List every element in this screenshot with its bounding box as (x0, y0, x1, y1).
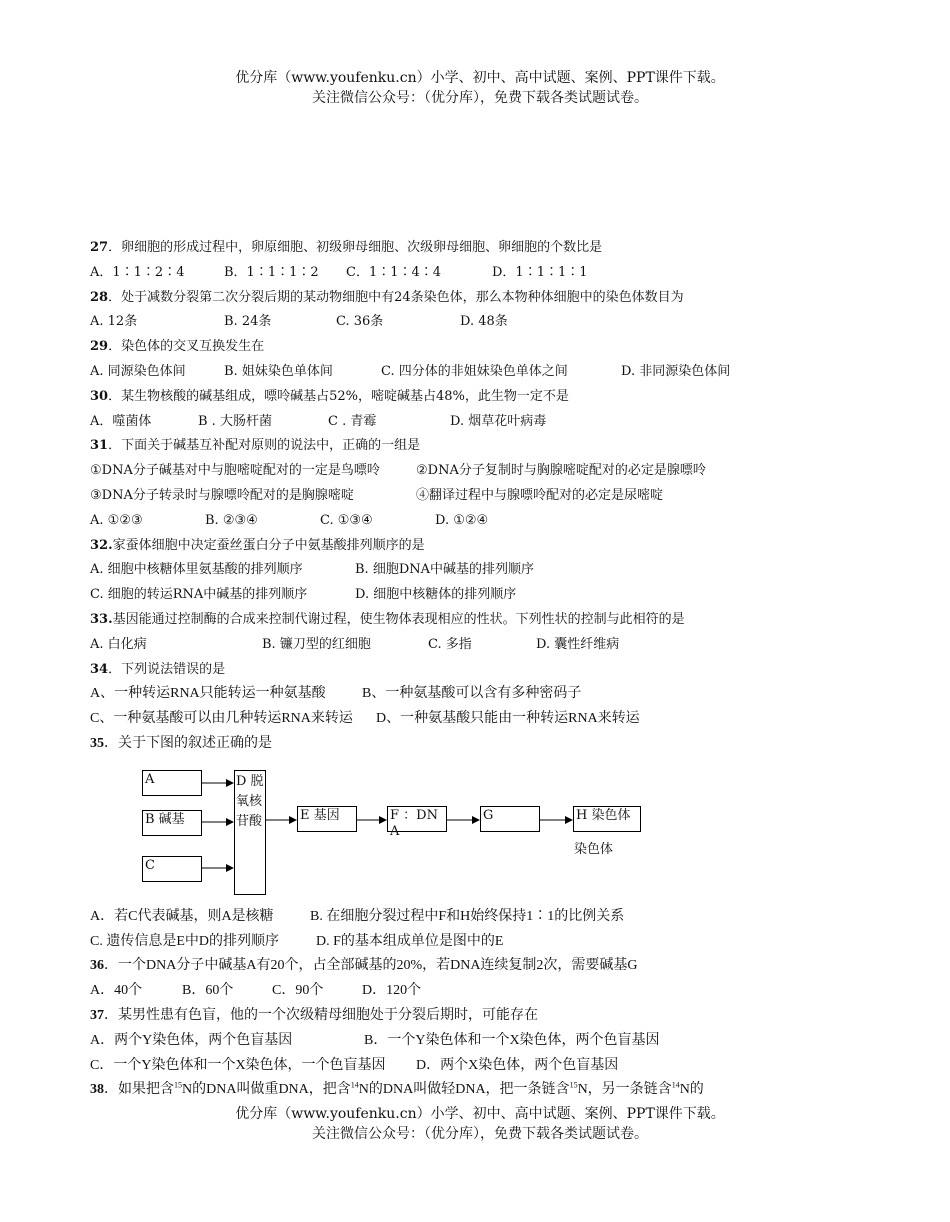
q28-option-d: D. 48条 (460, 314, 508, 330)
q35-diagram (140, 764, 660, 904)
q33-text: 基因能通过控制酶的合成来控制代谢过程，使生物体表现相应的性状。下列性状的控制与此相符的是 (112, 611, 685, 627)
q33-stem (90, 608, 810, 633)
q38-sup-1: 15 (174, 1080, 182, 1090)
q34-option-b: B、一种氨基酸可以含有多种密码子 (362, 686, 582, 702)
q38-text-1: ．如果把含 (104, 1082, 174, 1098)
q36-options (90, 979, 810, 1004)
box-b: B 碱基 (142, 810, 202, 836)
q37-text: ．某男性患有色盲，他的一个次级精母细胞处于分裂后期时，可能存在 (104, 1007, 538, 1023)
q30-option-c: C . 青霉 (328, 413, 377, 429)
q35-option-d: D. F的基本组成单位是图中的E (316, 933, 504, 949)
q38-sup-3: 15 (569, 1080, 578, 1090)
q34-option-d: D、一种氨基酸只能由一种转运RNA来转运 (376, 711, 640, 727)
q28-option-c: C. 36条 (336, 314, 384, 330)
q36-number: 36 (90, 958, 104, 974)
box-h: H 染色体 (573, 806, 641, 832)
q31-options (90, 509, 810, 534)
q31-statement-1: ①DNA分子碱基对中与胞嘧啶配对的一定是鸟嘌呤 (90, 463, 380, 479)
q34-stem (90, 658, 810, 683)
q32-number: 32. (90, 537, 113, 553)
q31-statement-3: ③DNA分子转录时与腺嘌呤配对的是胸腺嘧啶 (90, 487, 354, 503)
q31-stem (90, 434, 810, 459)
q37-option-a: A．两个Y染色体，两个色盲基因 (90, 1032, 293, 1048)
q31-statements-1 (90, 459, 810, 484)
page-footer (0, 1104, 950, 1144)
page-header (0, 68, 950, 108)
q31-number: 31 (90, 438, 109, 454)
q28-options (90, 310, 810, 335)
q33-option-b: B. 镰刀型的红细胞 (262, 636, 371, 652)
q27-text: ．卵细胞的形成过程中，卵原细胞、初级卵母细胞、次级卵母细胞、卵细胞的个数比是 (108, 240, 603, 255)
q33-option-d: D. 囊性纤维病 (536, 636, 620, 652)
q38-sup-2: 14 (350, 1080, 359, 1090)
q27-options (90, 261, 810, 286)
q33-option-a: A. 白化病 (90, 636, 147, 652)
q31-statements-2 (90, 484, 810, 509)
q30-stem (90, 385, 810, 410)
q31-option-c: C. ①③④ (320, 512, 373, 528)
q31-option-b: B. ②③④ (205, 512, 258, 528)
q32-option-d: D. 细胞中核糖体的排列顺序 (355, 587, 517, 603)
q38-text-4: N，另一条链含 (577, 1082, 672, 1098)
q38-text-5: N的 (679, 1082, 704, 1098)
q34-options-1 (90, 682, 810, 707)
q29-option-c: C. 四分体的非姐妹染色单体之间 (381, 363, 568, 379)
q29-text: ．染色体的交叉互换发生在 (108, 339, 265, 355)
q30-number: 30 (90, 388, 109, 404)
q36-option-c: C．90个 (272, 983, 324, 999)
q29-options (90, 360, 810, 385)
q36-option-a: A．40个 (90, 983, 143, 999)
q32-option-c: C. 细胞的转运RNA中碱基的排列顺序 (90, 587, 308, 603)
q35-options-2 (90, 930, 810, 955)
q31-option-a: A. ①②③ (90, 512, 143, 528)
q33-number: 33. (90, 611, 113, 627)
q27-option-d: D．1∶1∶1∶1 (492, 264, 588, 280)
q38-text-3: N的DNA叫做轻DNA，把一条链含 (358, 1082, 570, 1098)
box-a: A (142, 770, 202, 796)
q32-option-a: A. 细胞中核糖体里氨基酸的排列顺序 (90, 562, 303, 578)
q36-text: ．一个DNA分子中碱基A有20个，占全部碱基的20%，若DNA连续复制2次，需要碱基G (104, 958, 638, 974)
q33-option-c: C. 多指 (428, 636, 472, 652)
box-g: G (480, 806, 540, 832)
q30-option-d: D. 烟草花叶病毒 (450, 413, 547, 429)
q27-option-a: A．1∶1∶2∶4 (90, 264, 185, 280)
q35-options-1 (90, 905, 810, 930)
q37-options-1 (90, 1029, 810, 1054)
q30-text: ．某生物核酸的碱基组成，嘌呤碱基占52%，嘧啶碱基占48%，此生物一定不是 (108, 388, 569, 404)
q35-option-b: B. 在细胞分裂过程中F和H始终保持1∶1的比例关系 (310, 908, 625, 924)
q27-number: 27 (90, 240, 109, 255)
box-e: E 基因 (297, 806, 357, 832)
q34-options-2 (90, 707, 810, 732)
q31-text: ．下面关于碱基互补配对原则的说法中，正确的一组是 (108, 438, 421, 454)
q35-option-a: A．若C代表碱基，则A是核糖 (90, 908, 274, 924)
q29-option-d: D. 非同源染色体间 (621, 363, 731, 379)
q38-text-2: N的DNA叫做重DNA，把含 (182, 1082, 351, 1098)
q29-option-a: A. 同源染色体间 (90, 363, 186, 379)
q27-option-b: B．1∶1∶1∶2 (224, 264, 319, 280)
header-line-1: 优分库（www.youfenku.cn）小学、初中、高中试题、案例、PPT课件下载。 (235, 70, 725, 86)
header-line-2: 关注微信公众号：（优分库），免费下载各类试题试卷。 (312, 90, 648, 106)
q28-text: ．处于减数分裂第二次分裂后期的某动物细胞中有24条染色体，那么本物种体细胞中的染色体数目为 (108, 289, 684, 305)
q29-stem (90, 335, 810, 360)
q36-option-d: D．120个 (362, 983, 422, 999)
q28-option-a: A. 12条 (90, 314, 138, 330)
q30-options (90, 410, 810, 435)
q28-stem (90, 286, 810, 311)
q32-text: 家蚕体细胞中决定蚕丝蛋白分子中氨基酸排列顺序的是 (112, 537, 425, 553)
q32-stem (90, 534, 810, 559)
q38-sup-4: 14 (671, 1080, 680, 1090)
q37-option-c: C．一个Y染色体和一个X染色体，一个色盲基因 (90, 1057, 386, 1073)
q35-text: ．关于下图的叙述正确的是 (104, 735, 272, 751)
q37-stem (90, 1004, 810, 1029)
footer-line-1: 优分库（www.youfenku.cn）小学、初中、高中试题、案例、PPT课件下载。 (235, 1106, 725, 1122)
q31-statement-4: ④翻译过程中与腺嘌呤配对的必定是尿嘧啶 (416, 487, 664, 503)
q34-option-a: A、一种转运RNA只能转运一种氨基酸 (90, 686, 326, 702)
q27-option-c: C．1∶1∶4∶4 (346, 264, 442, 280)
q37-option-b: B．一个Y染色体和一个X染色体，两个色盲基因 (364, 1032, 660, 1048)
box-d: D 脱氧核苷酸 (234, 770, 266, 895)
q35-number: 35 (90, 735, 104, 751)
q35-option-c: C. 遗传信息是E中D的排列顺序 (90, 933, 279, 949)
q29-number: 29 (90, 339, 109, 355)
q37-options-2 (90, 1054, 810, 1079)
footer-line-2: 关注微信公众号：（优分库），免费下载各类试题试卷。 (312, 1126, 648, 1142)
q34-number: 34 (90, 661, 109, 677)
box-c: C (142, 856, 202, 882)
q37-number: 37 (90, 1007, 104, 1023)
q36-stem (90, 954, 810, 979)
q28-option-b: B. 24条 (224, 314, 272, 330)
q34-option-c: C、一种氨基酸可以由几种转运RNA来转运 (90, 711, 353, 727)
q30-option-b: B . 大肠杆菌 (198, 413, 272, 429)
diagram-arrows (140, 764, 660, 904)
q31-statement-2: ②DNA分子复制时与胸腺嘧啶配对的必定是腺嘌呤 (416, 463, 706, 479)
q27-stem (90, 236, 810, 261)
q34-text: ．下列说法错误的是 (108, 661, 226, 677)
q32-options-1 (90, 558, 810, 583)
q32-options-2 (90, 583, 810, 608)
q33-options (90, 633, 810, 658)
q31-option-d: D. ①②④ (435, 512, 489, 528)
q38-stem (90, 1078, 810, 1103)
q30-option-a: A．噬菌体 (90, 413, 152, 429)
box-f: F ：DNA (387, 806, 447, 832)
q32-option-b: B. 细胞DNA中碱基的排列顺序 (355, 562, 535, 578)
q36-option-b: B．60个 (182, 983, 234, 999)
q29-option-b: B. 姐妹染色单体间 (224, 363, 333, 379)
below-h-label: 染色体 (574, 842, 614, 857)
q28-number: 28 (90, 289, 109, 305)
q38-number: 38 (90, 1082, 104, 1098)
q35-stem (90, 732, 810, 757)
q37-option-d: D．两个X染色体，两个色盲基因 (416, 1057, 619, 1073)
question-list (90, 236, 810, 1103)
